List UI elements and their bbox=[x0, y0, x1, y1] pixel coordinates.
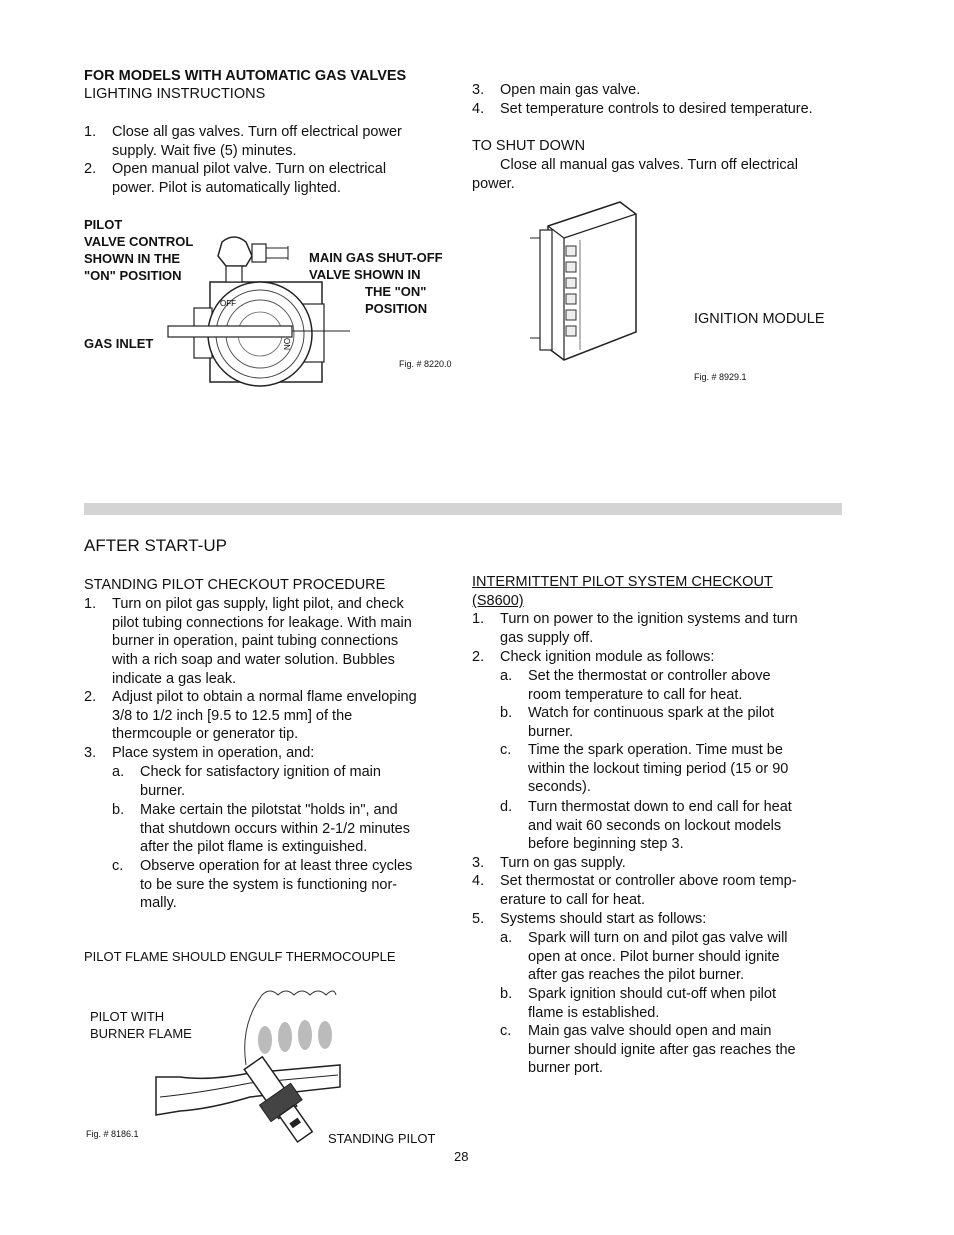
gas-valve-illustration bbox=[160, 226, 360, 386]
standing-pilot-illustration bbox=[150, 985, 350, 1160]
pilot-valve-label: PILOT VALVE CONTROL SHOWN IN THE "ON" POSITION bbox=[84, 217, 194, 283]
section-heading-automatic-gas-valves: FOR MODELS WITH AUTOMATIC GAS VALVES bbox=[84, 68, 407, 84]
pilot-with-burner-flame-label: PILOT WITH BURNER FLAME bbox=[90, 1009, 192, 1041]
ignition-module-label: IGNITION MODULE bbox=[694, 311, 825, 327]
pilot-flame-caption: PILOT FLAME SHOULD ENGULF THERMOCOUPLE bbox=[84, 949, 396, 964]
intermittent-pilot-heading: INTERMITTENT PILOT SYSTEM CHECKOUT bbox=[472, 574, 773, 590]
figure-number-8186: Fig. # 8186.1 bbox=[86, 1129, 139, 1139]
lighting-instructions-heading: LIGHTING INSTRUCTIONS bbox=[84, 86, 266, 102]
figure-number-8929: Fig. # 8929.1 bbox=[694, 372, 747, 382]
knob-off-label: OFF bbox=[220, 299, 236, 308]
knob-on-label: ON bbox=[282, 338, 291, 350]
figure-number-8220: Fig. # 8220.0 bbox=[399, 359, 452, 369]
section-divider bbox=[84, 503, 842, 515]
ignition-module-illustration bbox=[520, 200, 650, 365]
standing-pilot-label: STANDING PILOT bbox=[328, 1131, 436, 1146]
after-startup-title: AFTER START-UP bbox=[84, 536, 227, 555]
shutdown-text-line-1: Close all manual gas valves. Turn off electrical bbox=[500, 157, 798, 173]
gas-inlet-label: GAS INLET bbox=[84, 336, 154, 351]
page-number: 28 bbox=[454, 1149, 469, 1164]
shutdown-text-line-2: power. bbox=[472, 176, 515, 192]
intermittent-pilot-model: (S8600) bbox=[472, 593, 524, 609]
standing-pilot-checkout-heading: STANDING PILOT CHECKOUT PROCEDURE bbox=[84, 577, 386, 593]
shutdown-heading: TO SHUT DOWN bbox=[472, 138, 586, 154]
main-gas-shutoff-label: MAIN GAS SHUT-OFF VALVE SHOWN IN THE "ON" POSITION bbox=[309, 250, 443, 316]
